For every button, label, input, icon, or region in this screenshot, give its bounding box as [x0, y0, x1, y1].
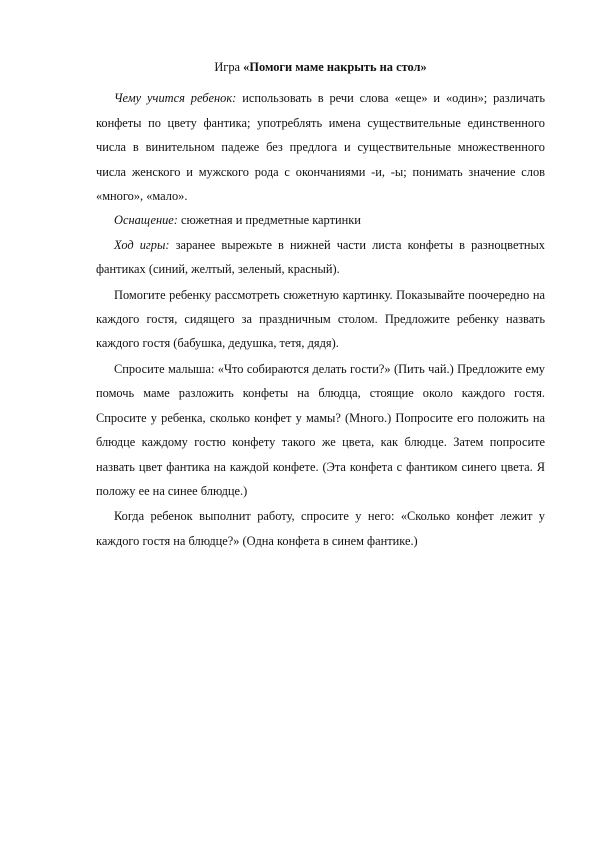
paragraph-picture — [96, 283, 545, 356]
title-name: «Помоги маме накрыть на стол» — [243, 60, 427, 74]
paragraph-text: заранее вырежьте в нижней части листа конфеты в разноцветных фантиках (синий, желтый, зеленый, красный). — [96, 237, 546, 277]
paragraph-learning-goals — [96, 86, 545, 208]
paragraph-text: сюжетная и предметные картинки — [177, 213, 361, 228]
paragraph-label: Чему учится ребенок: — [114, 91, 237, 106]
paragraph-label: Оснащение: — [114, 213, 178, 228]
document-body — [96, 55, 545, 553]
paragraph-text: Спросите малыша: «Что собираются делать гости?» (Пить чай.) Предложите ему помочь маме разложить конфеты на блюдца, стоящие около каждого гостя. Спросите у ребенка, сколько конфет у мамы? (Много.) Попросите его положить на блюдце каждому гостю конфету такого же цвета, как блюдце. Затем попросите назвать цвет фантика на каждой конфете. (Эта конфета с фантиком синего цвета. Я положу ее на синее блюдце.) — [96, 361, 545, 498]
paragraph-equipment — [96, 208, 545, 232]
paragraph-text: использовать в речи слова «еще» и «один»; различать конфеты по цвету фантика; употреблять имена существительные единственного числа в винительном падеже без предлога и существительные множественного числа женского и мужского рода с окончаниями -и, -ы; понимать значение слов «много», «мало». — [96, 91, 545, 204]
paragraph-text: Помогите ребенку рассмотреть сюжетную картинку. Показывайте поочередно на каждого гостя, сидящего за праздничным столом. Предложите ребенку назвать каждого гостя (бабушка, дедушка, тетя, дядя). — [96, 287, 545, 351]
game-title — [96, 55, 545, 79]
paragraph-candies — [96, 357, 545, 503]
paragraph-label: Ход игры: — [114, 237, 170, 252]
title-prefix: Игра — [214, 60, 241, 74]
paragraph-question — [96, 504, 545, 553]
paragraph-game-procedure — [96, 233, 545, 282]
paragraph-text: Когда ребенок выполнит работу, спросите у него: «Сколько конфет лежит у каждого гостя на блюдце?» (Одна конфета в синем фантике.) — [96, 509, 545, 548]
